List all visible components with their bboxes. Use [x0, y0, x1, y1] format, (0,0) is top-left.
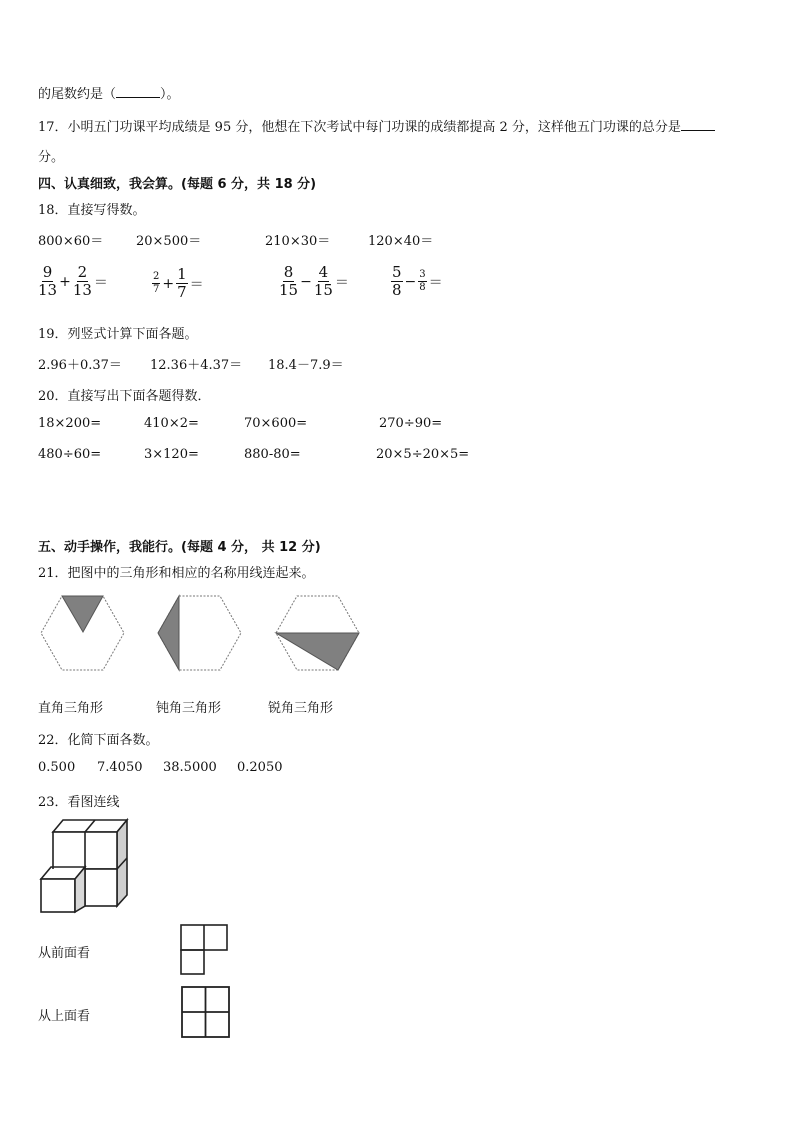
front-view-grid[interactable] — [181, 925, 227, 974]
fraction: $\frac{8}{15}$ — [279, 263, 299, 299]
section-4-title: 四、认真细致，我会算。(每题 6 分，共 18 分) — [38, 177, 317, 192]
q17-unit: 分。 — [38, 150, 65, 165]
fraction: $\frac{5}{8}$ — [392, 263, 402, 299]
fraction-expression: $\frac{9}{13}$ + $\frac{2}{13}$ ＝ — [38, 263, 108, 299]
q19-item: 12.36＋4.37＝ — [150, 358, 243, 373]
q20-item: 20×5÷20×5= — [376, 447, 470, 462]
q22-label: 22．化简下面各数。 — [38, 733, 159, 748]
fraction-expression: $\frac{2}{7}$ + $\frac{1}{7}$ ＝ — [153, 265, 204, 301]
q20-item: 480÷60= — [38, 447, 102, 462]
top-view-grid[interactable] — [182, 987, 229, 1037]
q21-label: 21．把图中的三角形和相应的名称用线连起来。 — [38, 566, 315, 581]
shaded-triangle — [158, 596, 179, 670]
fraction: $\frac{3}{8}$ — [419, 269, 426, 293]
q22-item: 0.500 — [38, 760, 76, 775]
q18-item: 120×40＝ — [368, 234, 434, 249]
q18-label: 18．直接写得数。 — [38, 203, 146, 218]
shaded-triangle — [62, 596, 103, 632]
question-17: 17．小明五门功课平均成绩是 95 分，他想在下次考试中每门功课的成绩都提高 2 分，这样他五门功课的总分是 — [38, 116, 715, 135]
section-5-title: 五、动手操作，我能行。(每题 4 分， 共 12 分) — [38, 540, 321, 555]
q23-label: 23．看图连线 — [38, 795, 120, 810]
fraction: $\frac{4}{15}$ — [313, 263, 333, 299]
q18-item: 800×60＝ — [38, 234, 104, 249]
hexagon-figure-2[interactable] — [158, 596, 241, 670]
hexagon-figure-1[interactable] — [41, 596, 124, 670]
fraction-expression: $\frac{5}{8}$ − $\frac{3}{8}$ ＝ — [392, 263, 443, 299]
view-label-top[interactable]: 从上面看 — [38, 1009, 91, 1024]
triangle-name-obtuse[interactable]: 钝角三角形 — [156, 701, 222, 716]
q19-label: 19．列竖式计算下面各题。 — [38, 327, 198, 342]
q20-item: 18×200= — [38, 416, 102, 431]
q16-tail: 的尾数约是（ ）。 — [38, 87, 180, 102]
q20-label: 20．直接写出下面各题得数． — [38, 389, 211, 404]
q19-item: 18.4－7.9＝ — [268, 358, 344, 373]
fraction: $\frac{1}{7}$ — [177, 265, 187, 301]
q20-item: 270÷90= — [379, 416, 443, 431]
q22-item: 0.2050 — [237, 760, 283, 775]
fraction-expression: $\frac{8}{15}$ − $\frac{4}{15}$ ＝ — [279, 263, 349, 299]
q20-item: 70×600= — [244, 416, 308, 431]
q20-item: 410×2= — [144, 416, 199, 431]
fraction: $\frac{9}{13}$ — [38, 263, 58, 299]
q20-item: 880-80= — [244, 447, 301, 462]
view-label-front[interactable]: 从前面看 — [38, 946, 91, 961]
q22-item: 7.4050 — [97, 760, 143, 775]
q20-item: 3×120= — [144, 447, 199, 462]
q18-item: 210×30＝ — [265, 234, 331, 249]
fraction: $\frac{2}{13}$ — [72, 263, 92, 299]
shaded-triangle — [276, 633, 359, 670]
hexagon-figure-3[interactable] — [276, 596, 359, 670]
triangle-name-acute[interactable]: 锐角三角形 — [268, 701, 334, 716]
cube-stack-figure — [41, 820, 127, 912]
q18-item: 20×500＝ — [136, 234, 202, 249]
q19-item: 2.96＋0.37＝ — [38, 358, 122, 373]
fraction: $\frac{2}{7}$ — [153, 271, 160, 295]
q22-item: 38.5000 — [163, 760, 217, 775]
triangle-name-right[interactable]: 直角三角形 — [38, 701, 104, 716]
